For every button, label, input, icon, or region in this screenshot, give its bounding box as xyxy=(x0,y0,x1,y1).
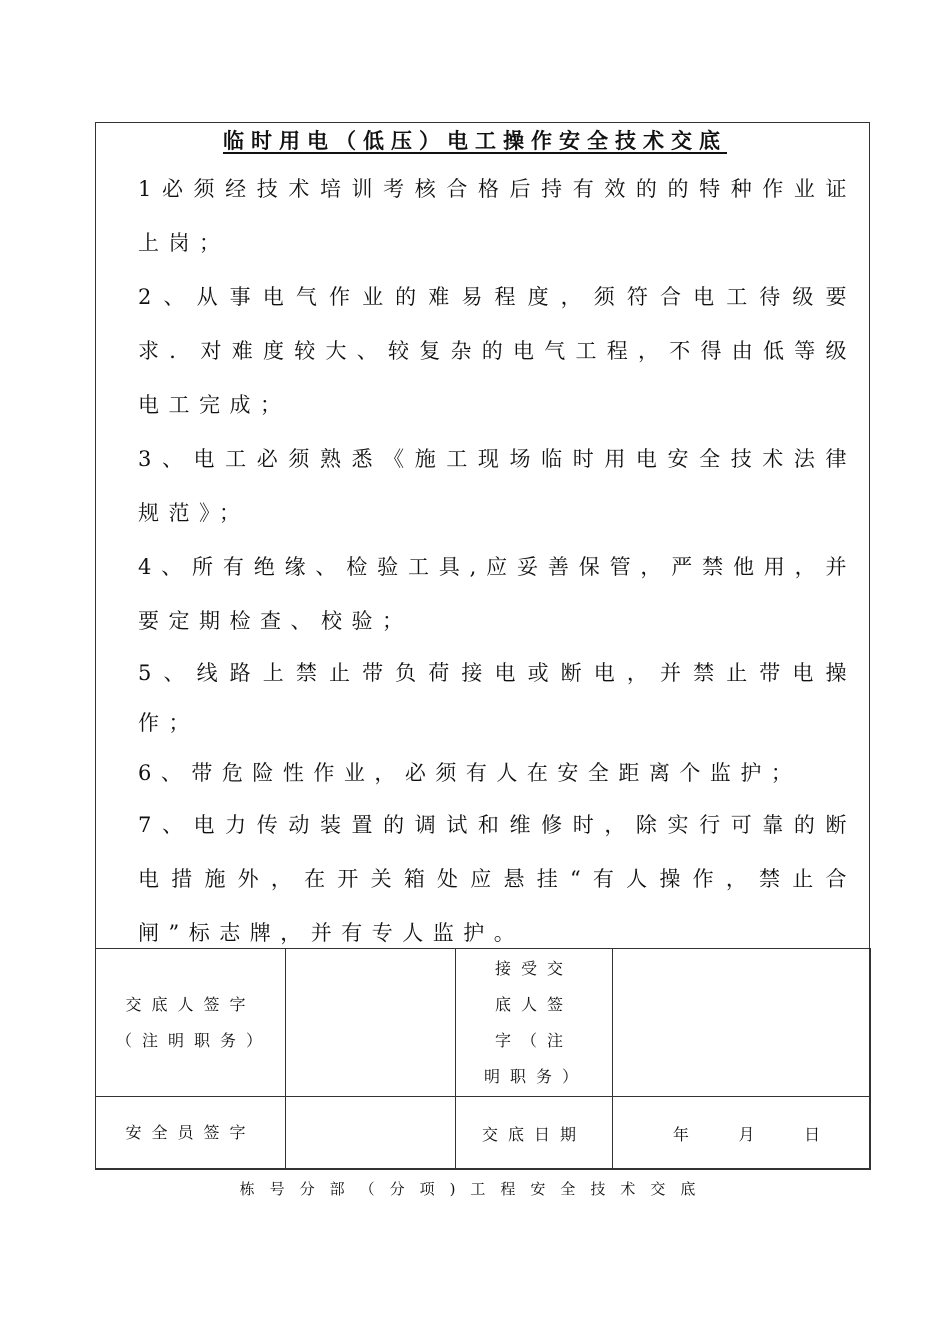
date-parts xyxy=(613,1122,870,1145)
page-footer: 栋号分部（分项)工程安全技术交底 xyxy=(239,1180,711,1198)
date-year-label: 年 xyxy=(672,1124,699,1144)
safety-officer-signature-field[interactable] xyxy=(286,1097,456,1170)
safety-officer-label-cell xyxy=(96,1097,286,1170)
paragraph-3: 3、电工必须熟悉《施工现场临时用电安全技术法律规范》； xyxy=(138,447,856,525)
receiver-signature-field[interactable] xyxy=(613,949,871,1097)
date-day-label: 日 xyxy=(804,1124,831,1144)
signature-row-1 xyxy=(96,949,871,1097)
signature-table xyxy=(95,948,871,1170)
safety-officer-signature-label: 安全员签字 xyxy=(125,1123,256,1142)
document-body xyxy=(138,162,856,960)
paragraph-4: 4、所有绝缘、检验工具,应妥善保管，严禁他用，并要定期检查、校验； xyxy=(138,555,856,633)
paragraph-7: 7、电力传动装置的调试和维修时，除实行可靠的断电措施外，在开关箱处应悬挂“有人操作，禁止合闸”标志牌，并有专人监护。 xyxy=(138,813,856,945)
document-title xyxy=(0,126,950,156)
document-title-text: 临时用电（低压）电工操作安全技术交底 xyxy=(223,128,727,153)
discloser-signature-label-cell xyxy=(96,949,286,1097)
disclosure-date-field[interactable] xyxy=(613,1097,871,1170)
paragraph-2: 2、从事电气作业的难易程度，须符合电工待级要求．对难度较大、较复杂的电气工程，不得由低等级电工完成； xyxy=(138,285,856,417)
paragraph-5: 5、线路上禁止带负荷接电或断电，并禁止带电操作； xyxy=(138,661,856,735)
discloser-signature-label: 交底人签字（注明职务） xyxy=(116,994,273,1050)
paragraph-1: 1必须经技术培训考核合格后持有效的的特种作业证上岗； xyxy=(138,177,856,255)
discloser-signature-field[interactable] xyxy=(286,949,456,1097)
receiver-signature-label-cell xyxy=(456,949,613,1097)
disclosure-date-label: 交底日期 xyxy=(481,1124,586,1144)
signature-row-2 xyxy=(96,1097,871,1170)
date-month-label: 月 xyxy=(738,1124,765,1144)
disclosure-date-label-cell xyxy=(456,1097,613,1170)
paragraph-6: 6、带危险性作业，必须有人在安全距离个监护； xyxy=(138,761,802,785)
receiver-signature-label: 接受交底人签字（注明职务） xyxy=(484,958,589,1086)
